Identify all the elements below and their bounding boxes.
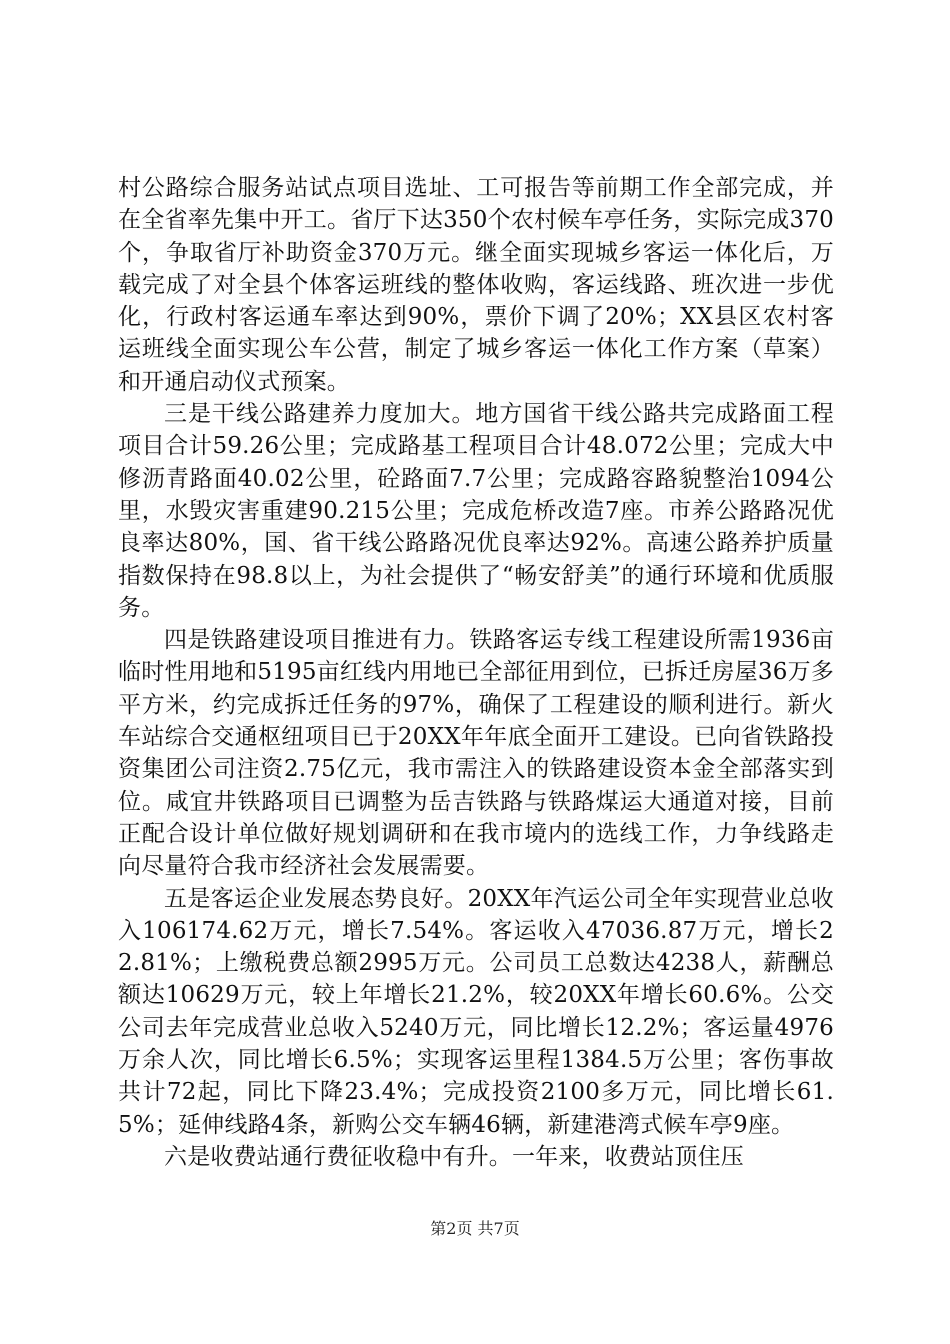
paragraph-railway: 四是铁路建设项目推进有力。铁路客运专线工程建设所需1936亩临时性用地和5195亩红线内用地已全部征用到位，已拆迁房屋36万多平方米，约完成拆迁任务的97%，确保了工程建设的顺利进行。新火车站综合交通枢纽项目已于20XX年年底全面开工建设。已向省铁路投资集团公司注资2.75亿元，我市需注入的铁路建设资本金全部落实到位。咸宜井铁路项目已调整为岳吉铁路与铁路煤运大通道对接，目前正配合设计单位做好规划调研和在我市境内的选线工作，力争线路走向尽量符合我市经济社会发展需要。 (118, 627, 834, 880)
page-footer: 第2页 共7页 (430, 1219, 520, 1238)
paragraph-passenger-transport: 五是客运企业发展态势良好。20XX年汽运公司全年实现营业总收入106174.62万元，增长7.54%。客运收入47036.87万元，增长22.81%；上缴税费总额2995万元。公司员工总数达4238人，薪酬总额达10629万元，较上年增长21.2%，较20XX年增长60.6%。公交公司去年完成营业总收入5240万元，同比增长12.2%；客运量4976万余人次，同比增长6.5%；实现客运里程1384.5万公里；客伤事故共计72起，同比下降23.4%；完成投资2100多万元，同比增长61.5%；延伸线路4条，新购公交车辆46辆，新建港湾式候车亭9座。 (118, 885, 834, 1138)
paragraph-toll-stations: 六是收费站通行费征收稳中有升。一年来，收费站顶住压 (164, 1143, 744, 1170)
body-text (118, 172, 834, 1173)
paragraph-rural-roads: 村公路综合服务站试点项目选址、工可报告等前期工作全部完成，并在全省率先集中开工。省厅下达350个农村候车亭任务，实际完成370个，争取省厅补助资金370万元。继全面实现城乡客运一体化后，万载完成了对全县个体客运班线的整体收购，客运线路、班次进一步优化，行政村客运通车率达到90%，票价下调了20%；XX县区农村客运班线全面实现公车公营，制定了城乡客运一体化工作方案（草案）和开通启动仪式预案。 (118, 175, 834, 395)
paragraph-trunk-highways: 三是干线公路建养力度加大。地方国省干线公路共完成路面工程项目合计59.26公里；完成路基工程项目合计48.072公里；完成大中修沥青路面40.02公里，砼路面7.7公里；完成路容路貌整治1094公里，水毁灾害重建90.215公里；完成危桥改造7座。市养公路路况优良率达80%，国、省干线公路路况优良率达92%。高速公路养护质量指数保持在98.8以上，为社会提供了“畅安舒美”的通行环境和优质服务。 (118, 401, 834, 621)
